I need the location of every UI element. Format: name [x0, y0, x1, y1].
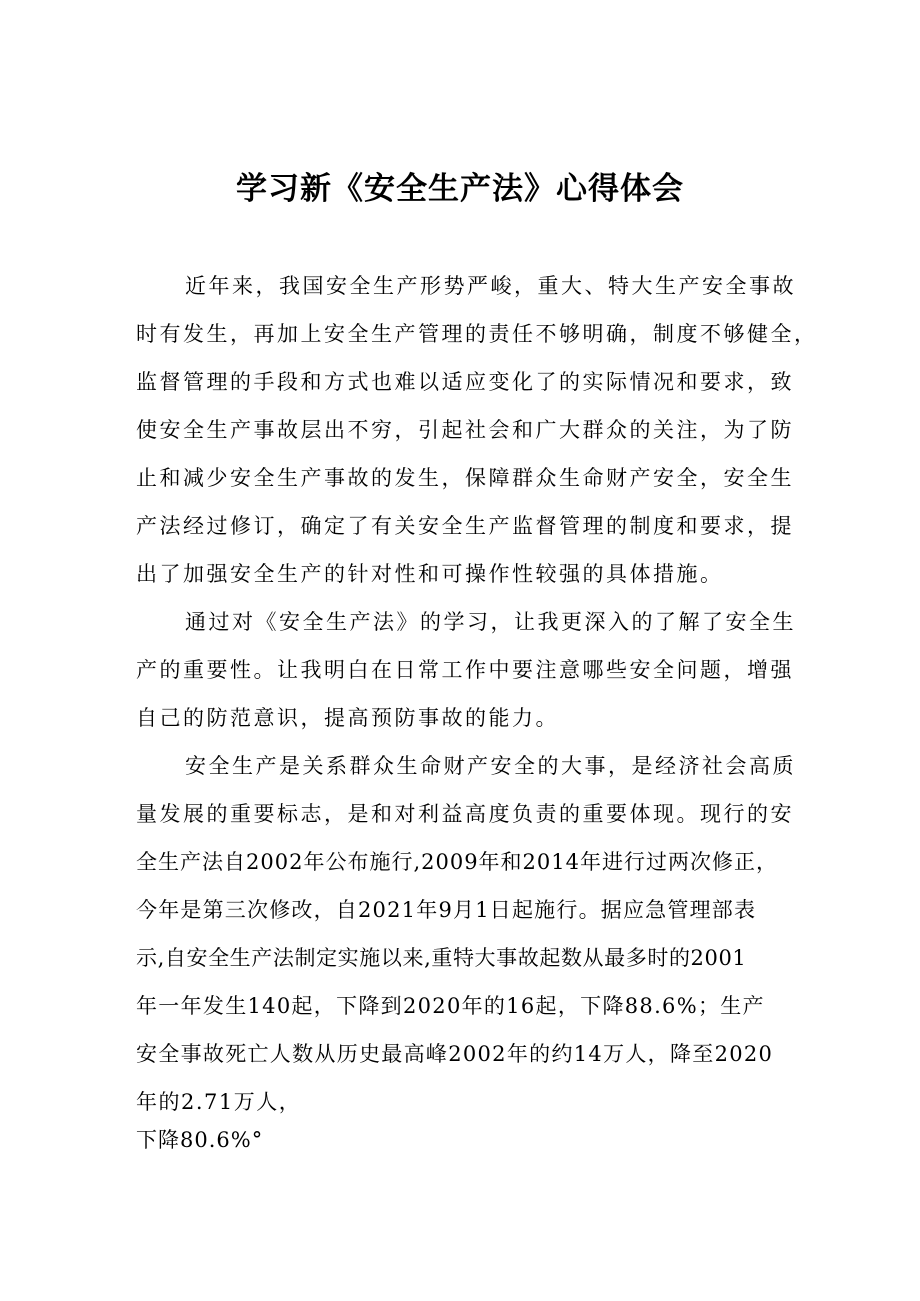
paragraph-3-line-5: 示,自安全生产法制定实施以来,重特大事故起数从最多时的2001: [136, 946, 747, 970]
paragraph-3-line-1: 安全生产是关系群众生命财产安全的大事，是经济社会高质: [185, 754, 796, 778]
paragraph-2-line-1: 通过对《安全生产法》的学习，让我更深入的了解了安全生: [185, 610, 796, 634]
paragraph-1-line-3: 监督管理的手段和方式也难以适应变化了的实际情况和要求，致: [136, 370, 794, 394]
paragraph-3-line-8: 年的2.71万人，: [136, 1090, 302, 1114]
paragraph-3-line-4: 今年是第三次修改，自2021年9月1日起施行。据应急管理部表: [136, 898, 757, 922]
paragraph-1-line-5: 止和减少安全生产事故的发生，保障群众生命财产安全，安全生: [136, 466, 794, 490]
paragraph-3-line-9: 下降80.6%°: [136, 1128, 264, 1152]
document-title: 学习新《安全生产法》心得体会: [236, 171, 684, 207]
paragraph-3-line-3: 全生产法自2002年公布施行,2009年和2014年进行过两次修正，: [136, 850, 779, 874]
paragraph-1-line-7: 出了加强安全生产的针对性和可操作性较强的具体措施。: [136, 562, 724, 586]
paragraph-3-line-7: 安全事故死亡人数从历史最高峰2002年的约14万人，降至2020: [136, 1042, 774, 1066]
paragraph-2-line-3: 自己的防范意识，提高预防事故的能力。: [136, 706, 559, 730]
paragraph-3-line-6: 年一年发生140起，下降到2020年的16起，下降88.6%；生产: [136, 994, 765, 1018]
paragraph-1-line-4: 使安全生产事故层出不穷，引起社会和广大群众的关注，为了防: [136, 418, 794, 442]
paragraph-1-line-6: 产法经过修订，确定了有关安全生产监督管理的制度和要求，提: [136, 514, 794, 538]
paragraph-1-line-1: 近年来，我国安全生产形势严峻，重大、特大生产安全事故: [185, 274, 796, 298]
paragraph-3-line-2: 量发展的重要标志，是和对利益高度负责的重要体现。现行的安: [136, 802, 794, 826]
paragraph-1-line-2: 时有发生，再加上安全生产管理的责任不够明确，制度不够健全，: [136, 322, 818, 346]
paragraph-2-line-2: 产的重要性。让我明白在日常工作中要注意哪些安全问题，增强: [136, 658, 794, 682]
